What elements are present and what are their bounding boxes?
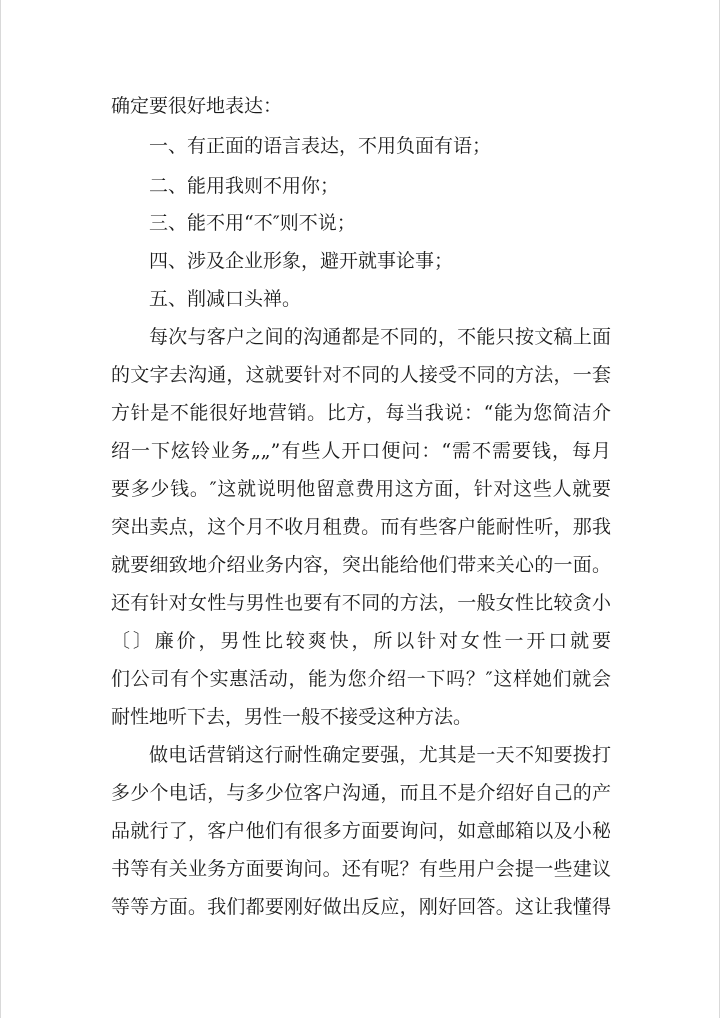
paragraph-line: 每次与客户之间的沟通都是不同的，不能只按文稿上面: [149, 326, 611, 348]
paragraph-line: 方针是不能很好地营销。比方，每当我说：“能为您简洁介: [111, 402, 611, 424]
paragraph-line: 耐性地听下去，男性一般不接受这种方法。: [111, 706, 473, 728]
paragraph-line: 还有针对女性与男性也要有不同的方法，一般女性比较贪小: [111, 592, 611, 614]
paragraph-line: 们公司有个实惠活动，能为您介绍一下吗？″这样她们就会: [111, 668, 611, 690]
paragraph-line: 做电话营销这行耐性确定要强，尤其是一天不知要拨打: [149, 744, 611, 766]
list-item: 二、能用我则不用你；: [149, 175, 340, 197]
paragraph-line: 绍一下炫铃业务„„”有些人开口便问：“需不需要钱，每月: [111, 440, 611, 462]
paragraph-line: 多少个电话，与多少位客户沟通，而且不是介绍好自己的产: [111, 782, 611, 804]
list-item: 三、能不用“不″则不说；: [149, 212, 356, 234]
paragraph-line: 突出卖点，这个月不收月租费。而有些客户能耐性听，那我: [111, 516, 611, 538]
list-item: 一、有正面的语言表达，不用负面有语；: [149, 135, 492, 157]
paragraph-line: 〔〕廉价，男性比较爽快，所以针对女性一开口就要: [111, 630, 611, 652]
list-item: 五、削减口头禅。: [149, 288, 302, 310]
paragraph-line: 就要细致地介绍业务内容，突出能给他们带来关心的一面。: [111, 554, 611, 576]
text-line: 确定要很好地表达：: [111, 95, 283, 117]
paragraph-line: 等等方面。我们都要刚好做出反应，刚好回答。这让我懂得: [111, 896, 611, 918]
paragraph-line: 书等有关业务方面要询问。还有呢？有些用户会提一些建议: [111, 858, 611, 880]
paragraph-line: 要多少钱。″这就说明他留意费用这方面，针对这些人就要: [111, 478, 611, 500]
paragraph-line: 的文字去沟通，这就要针对不同的人接受不同的方法，一套: [111, 364, 611, 386]
list-item: 四、涉及企业形象，避开就事论事；: [149, 250, 454, 272]
paragraph-line: 品就行了，客户他们有很多方面要询问，如意邮箱以及小秘: [111, 820, 611, 842]
